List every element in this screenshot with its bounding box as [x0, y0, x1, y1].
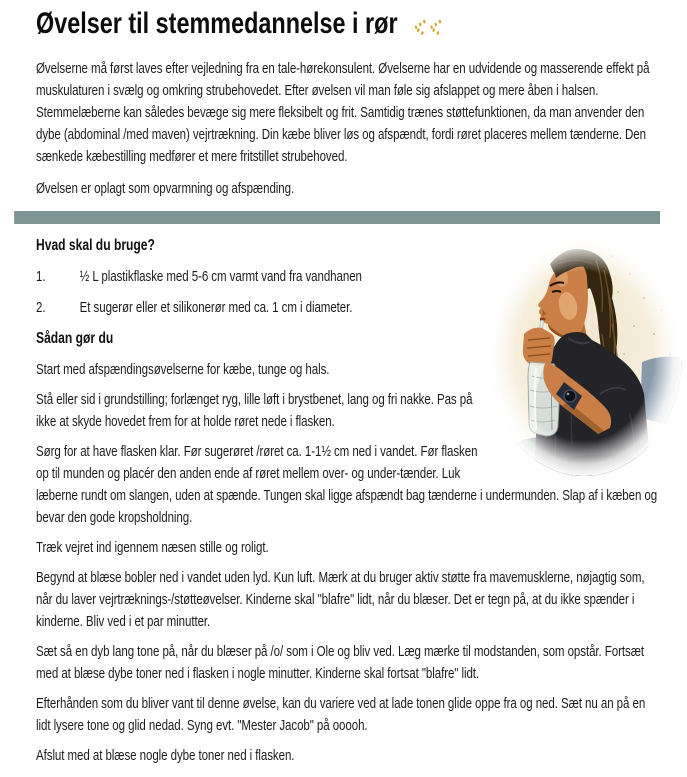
material-number: 1. [36, 269, 46, 285]
page-title: Øvelser til stemmedannelse i rør [36, 7, 398, 40]
page-title-row [36, 4, 660, 44]
instruction-step-5: Begynd at blæse bobler ned i vandet uden lyd. Kun luft. Mærk at du bruger aktiv støtte fra mavemusklerne, nøjagtig som, når du laver vejrtræknings-/støtteøvelser. Kinderne skal "blafre" lidt, når du blæser. Det er tegn på, at du ikke spænder i kinderne. Bliv ved i et par minutter. [36, 570, 645, 630]
material-number: 2. [36, 300, 46, 316]
double-chevron-left-icon [412, 18, 448, 38]
instructions-heading: Sådan gør du [36, 330, 114, 347]
instruction-step-6: Sæt så en dyb lang tone på, når du blæser på /o/ som i Ole og bliv ved. Læg mærke til modstanden, som opstår. Fortsæt med at blæse dybe toner ned i flasken i nogle minutter. Kinderne skal fortsat "blafre" lidt. [36, 644, 645, 682]
section-divider-bar [14, 211, 660, 224]
instruction-step-8: Afslut med at blæse nogle dybe toner ned i flasken. [36, 748, 295, 764]
instruction-step-1: Start med afspændingsøvelserne for kæbe, tunge og hals. [36, 362, 330, 378]
material-text: Et sugerør eller et silikonerør med ca. 1 cm i diameter. [79, 300, 353, 316]
instruction-step-3: Sørg for at have flasken klar. Før sugerøret /røret ca. 1-1½ cm ned i vandet. Før flasken op til munden og placér den anden ende af røret mellem over- og under-tænder. Luk læberne rundt om slangen, uden at spænde. Tungen skal ligge afspændt bag tænderne i undermunden. Slap af i kæben og bevar den gode kropsholdning. [36, 444, 658, 526]
instruction-step-4: Træk vejret ind igennem næsen stille og roligt. [36, 540, 269, 556]
material-item-2 [36, 298, 479, 318]
material-item-1 [36, 267, 479, 287]
instruction-step-7: Efterhånden som du bliver vant til denne øvelse, kan du variere ved at lade tonen glide oppe fra og ned. Sæt nu an på en lidt lysere tone og glid nedad. Syng evt. "Mester Jacob" på ooooh. [36, 696, 646, 734]
intro-paragraph: Øvelserne må først laves efter vejledning fra en tale-hørekonsulent. Øvelserne har en udvidende og masserende effekt på muskulaturen i svælg og omkring strubehovedet. Efter øvelsen vil man føle sig afslappet og mere åben i halsen. Stemmelæberne kan således bevæge sig mere fleksibelt og frit. Samtidig trænes støttefunktionen, da man anvender den dybe (abdominal /med maven) vejrtrækning. Din kæbe bliver løs og afspændt, fordi røret placeres mellem tænderne. Den sænkede kæbestilling medfører et mere fritstillet strubehoved. [36, 61, 650, 165]
intro-note: Øvelsen er oplagt som opvarmning og afspænding. [36, 181, 295, 197]
material-text: ½ L plastikflaske med 5-6 cm varmt vand fra vandhanen [79, 269, 362, 285]
instruction-step-2: Stå eller sid i grundstilling; forlænget ryg, lille løft i brystbenet, lang og fri nakke. Pas på ikke at skyde hovedet frem for at holde røret nede i flasken. [36, 392, 473, 430]
woman-blowing-in-tube-illustration [484, 234, 684, 480]
materials-heading: Hvad skal du bruge? [36, 237, 155, 254]
exercise-photo [484, 234, 684, 480]
